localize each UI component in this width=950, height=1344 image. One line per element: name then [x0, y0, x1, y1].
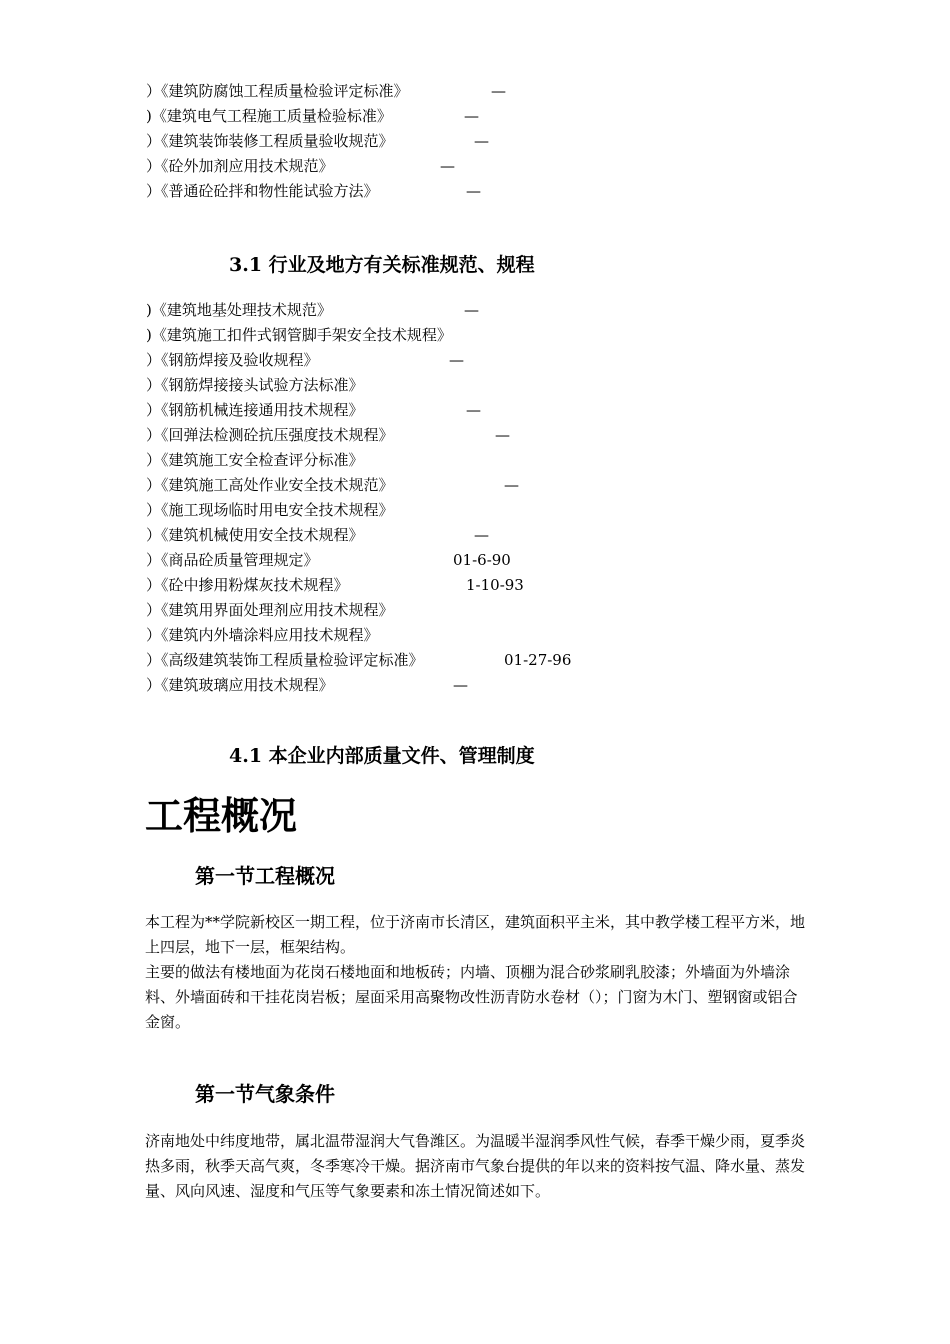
- standard-title: ）《建筑施工安全检查评分标准》: [146, 451, 364, 469]
- standard-title: ）《建筑机械使用安全技术规程》: [146, 526, 364, 544]
- standard-item: [146, 550, 511, 570]
- standard-code: —: [504, 476, 519, 494]
- standard-code: 01-6-90: [453, 551, 511, 569]
- standard-code: 01-27-96: [504, 651, 572, 669]
- standard-code: —: [466, 182, 481, 200]
- standard-title: ）《建筑玻璃应用技术规程》: [146, 676, 334, 694]
- standard-title: )《建筑地基处理技术规范》: [146, 301, 332, 319]
- chapter-title: 工程概况: [145, 794, 298, 838]
- paragraph: 主要的做法有楼地面为花岗石楼地面和地板砖；内墙、顶棚为混合砂浆刷乳胶漆；外墙面为外墙涂料、外墙面砖和干挂花岗岩板；屋面采用高聚物改性沥青防水卷材（）；门窗为木门、塑钢窗或铝合金窗。: [145, 963, 798, 1031]
- standard-item: [146, 350, 464, 370]
- standard-item: [146, 181, 481, 201]
- standard-item: [146, 156, 455, 176]
- standard-code: —: [440, 157, 455, 175]
- standard-code: —: [474, 132, 489, 150]
- standard-item: [146, 475, 519, 495]
- standard-title: ）《砼外加剂应用技术规范》: [146, 157, 334, 175]
- standard-title: ）《砼中掺用粉煤灰技术规程》: [146, 576, 349, 594]
- paragraph: 本工程为**学院新校区一期工程，位于济南市长清区，建筑面积平主米，其中教学楼工程平方米，地上四层，地下一层，框架结构。: [145, 913, 806, 956]
- standard-item: [146, 600, 394, 620]
- section-heading: 4.1 本企业内部质量文件、管理制度: [229, 745, 535, 767]
- section-title: 第一节气象条件: [195, 1082, 335, 1106]
- standard-title: )《建筑施工扣件式钢管脚手架安全技术规程》: [146, 326, 452, 344]
- section-heading: 3.1 行业及地方有关标准规范、规程: [229, 254, 535, 276]
- standard-item: [146, 400, 481, 420]
- standard-title: ）《建筑内外墙涂料应用技术规程》: [146, 626, 379, 644]
- standard-item: [146, 106, 479, 126]
- standard-code: —: [474, 526, 489, 544]
- standard-item: [146, 81, 506, 101]
- standard-code: —: [491, 82, 506, 100]
- standard-title: ）《建筑防腐蚀工程质量检验评定标准》: [146, 82, 409, 100]
- standard-title: ）《建筑装饰装修工程质量验收规范》: [146, 132, 394, 150]
- standard-item: [146, 450, 364, 470]
- standard-code: —: [464, 107, 479, 125]
- standard-title: ）《钢筋焊接及验收规程》: [146, 351, 319, 369]
- standard-item: [146, 425, 510, 445]
- standard-code: 1-10-93: [466, 576, 524, 594]
- standard-code: —: [495, 426, 510, 444]
- standard-item: [146, 525, 489, 545]
- standard-item: [146, 325, 452, 345]
- standard-title: ）《施工现场临时用电安全技术规程》: [146, 501, 394, 519]
- standard-code: —: [449, 351, 464, 369]
- standard-title: ）《回弹法检测砼抗压强度技术规程》: [146, 426, 394, 444]
- standard-item: [146, 300, 479, 320]
- standard-item: [146, 675, 468, 695]
- standard-item: [146, 650, 572, 670]
- standard-code: —: [453, 676, 468, 694]
- standard-title: ）《钢筋机械连接通用技术规程》: [146, 401, 364, 419]
- standard-title: ）《商品砼质量管理规定》: [146, 551, 319, 569]
- standard-title: ）《建筑用界面处理剂应用技术规程》: [146, 601, 394, 619]
- standard-item: [146, 500, 394, 520]
- standard-code: —: [466, 401, 481, 419]
- paragraph: 济南地处中纬度地带，属北温带湿润大气鲁潍区。为温暖半湿润季风性气候，春季干燥少雨，夏季炎热多雨，秋季天高气爽，冬季寒冷干燥。据济南市气象台提供的年以来的资料按气温、降水量、蒸发量、风向风速、湿度和气压等气象要素和冻土情况简述如下。: [145, 1132, 806, 1200]
- section-title: 第一节工程概况: [195, 864, 335, 888]
- standard-title: )《建筑电气工程施工质量检验标准》: [146, 107, 392, 125]
- standard-item: [146, 625, 379, 645]
- standard-item: [146, 375, 364, 395]
- standard-title: ）《高级建筑装饰工程质量检验评定标准》: [146, 651, 424, 669]
- standard-title: ）《建筑施工高处作业安全技术规范》: [146, 476, 394, 494]
- standard-item: [146, 575, 524, 595]
- standard-title: ）《普通砼砼拌和物性能试验方法》: [146, 182, 379, 200]
- standard-item: [146, 131, 489, 151]
- standard-code: —: [464, 301, 479, 319]
- standard-title: ）《钢筋焊接接头试验方法标准》: [146, 376, 364, 394]
